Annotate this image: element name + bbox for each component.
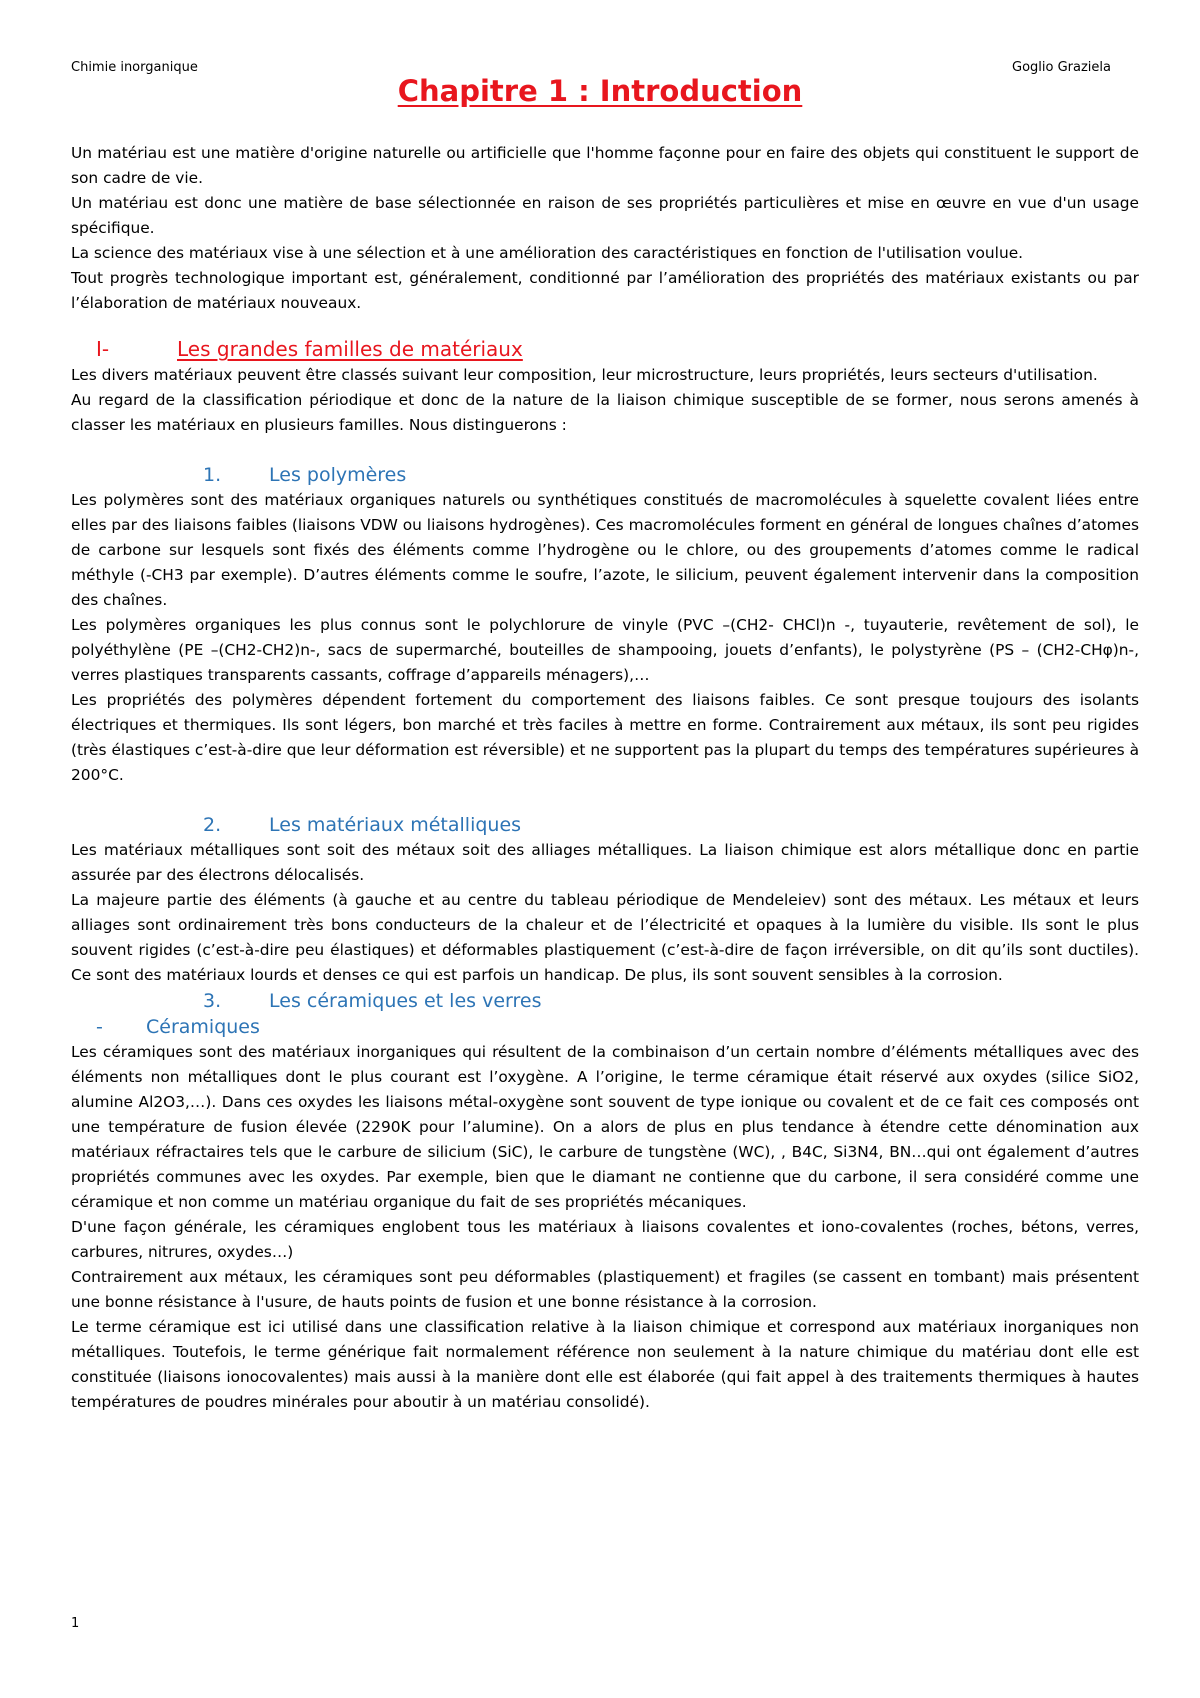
- section-title: Les grandes familles de matériaux: [177, 337, 523, 361]
- polymeres-paragraph-3: Les propriétés des polymères dépendent fortement du comportement des liaisons faibles. Ce sont presque toujours des isolants électriques et thermiques. Ils sont légers, bon marché et très faciles à mettre en forme. Contrairement aux métaux, ils sont peu rigides (très élastiques c’est-à-dire que leur déformation est réversible) et ne supportent pas la plupart du temps des températures supérieures à 200°C.: [71, 691, 1139, 784]
- sub-subsection-title: Céramiques: [146, 1016, 260, 1038]
- intro-paragraph-1: Un matériau est une matière d'origine naturelle ou artificielle que l'homme façonne pour en faire des objets qui constituent le support de son cadre de vie.: [71, 144, 1139, 187]
- intro-paragraph-4: Tout progrès technologique important est, généralement, conditionné par l’amélioration des propriétés des matériaux existants ou par l’élaboration de matériaux nouveaux.: [71, 269, 1139, 312]
- subsection-title: Les matériaux métalliques: [269, 814, 522, 836]
- metalliques-paragraph-1: Les matériaux métalliques sont soit des métaux soit des alliages métalliques. La liaison chimique est alors métallique donc en partie assurée par des électrons délocalisés.: [71, 841, 1139, 884]
- subsection-title: Les polymères: [269, 464, 407, 486]
- polymeres-paragraph-1: Les polymères sont des matériaux organiques naturels ou synthétiques constitués de macromolécules à squelette covalent liées entre elles par des liaisons faibles (liaisons VDW ou liaisons hydrogènes). Ces macromolécules forment en général de longues chaînes d’atomes de carbone sur lesquels sont fixés des éléments comme l’hydrogène ou le chlore, ou des groupements d’atomes comme le radical méthyle (-CH3 par exemple). D’autres éléments comme le soufre, l’azote, le silicium, peuvent également intervenir dans la composition des chaînes.: [71, 491, 1140, 609]
- intro-paragraph-3: La science des matériaux vise à une sélection et à une amélioration des caractéristiques en fonction de l'utilisation voulue.: [71, 244, 1024, 262]
- section1-paragraph-1: Les divers matériaux peuvent être classés suivant leur composition, leur microstructure, leurs propriétés, leurs secteurs d'utilisation.: [71, 366, 1098, 384]
- intro-paragraph-2: Un matériau est donc une matière de base sélectionnée en raison de ses propriétés particulières et mise en œuvre en vue d'un usage spécifique.: [71, 194, 1139, 237]
- subsection-heading-metalliques: [71, 812, 1139, 838]
- page-title: Chapitre 1 : Introduction: [397, 74, 803, 108]
- sub-subsection-heading-ceramiques: [71, 1014, 1139, 1040]
- subsection-number: 3.: [203, 990, 222, 1012]
- document-body: [71, 141, 1139, 1415]
- subsection-title: Les céramiques et les verres: [269, 990, 542, 1012]
- page-number: 1: [71, 1616, 80, 1631]
- header-course: Chimie inorganique: [71, 60, 198, 75]
- metalliques-paragraph-2: La majeure partie des éléments (à gauche et au centre du tableau périodique de Mendeleiev) sont des métaux. Les métaux et leurs alliages sont ordinairement très bons conducteurs de la chaleur et de l’électricité et opaques à la lumière du visible. Ils sont le plus souvent rigides (c’est-à-dire peu élastiques) et déformables plastiquement (c’est-à-dire de façon irréversible, on dit qu’ils sont ductiles). Ce sont des matériaux lourds et denses ce qui est parfois un handicap. De plus, ils sont souvent sensibles à la corrosion.: [71, 891, 1139, 984]
- ceramiques-paragraph-1: Les céramiques sont des matériaux inorganiques qui résultent de la combinaison d’un certain nombre d’éléments métalliques avec des éléments non métalliques dont le plus courant est l’oxygène. A l’origine, le terme céramique était réservé aux oxydes (silice SiO2, alumine Al2O3,…). Dans ces oxydes les liaisons métal-oxygène sont souvent de type ionique ou covalent et de ce fait ces composés ont une température de fusion élevée (2290K pour l’alumine). On a alors de plus en plus tendance à étendre cette dénomination aux matériaux réfractaires tels que le carbure de silicium (SiC), le carbure de tungstène (WC), , B4C, Si3N4, BN…qui ont également d’autres propriétés communes avec les oxydes. Par exemple, bien que le diamant ne contienne que du carbone, il sera considéré comme une céramique et non comme un matériau organique du fait de ses propriétés mécaniques.: [71, 1043, 1139, 1211]
- spacer: [71, 788, 1139, 812]
- ceramiques-paragraph-2: D'une façon générale, les céramiques englobent tous les matériaux à liaisons covalentes et iono-covalentes (roches, bétons, verres, carbures, nitrures, oxydes…): [71, 1218, 1139, 1261]
- subsection-number: 1.: [203, 464, 222, 486]
- subsection-heading-ceramiques-verres: [71, 988, 1139, 1014]
- header-author: Goglio Graziela: [1012, 60, 1111, 75]
- section-heading: [71, 335, 1139, 363]
- subsection-number: 2.: [203, 814, 222, 836]
- section-number: I-: [96, 337, 110, 361]
- bullet-dash: -: [96, 1016, 103, 1038]
- polymeres-paragraph-2: Les polymères organiques les plus connus sont le polychlorure de vinyle (PVC –(CH2- CHCl)n -, tuyauterie, revêtement de sol), le polyéthylène (PE –(CH2-CH2)n-, sacs de supermarché, bouteilles de shampooing, jouets d’enfants), le polystyrène (PS – (CH2-CHφ)n-, verres plastiques transparents cassants, coffrage d’appareils ménagers),…: [71, 616, 1139, 684]
- spacer: [71, 438, 1139, 462]
- ceramiques-paragraph-3: Contrairement aux métaux, les céramiques sont peu déformables (plastiquement) et fragiles (se cassent en tombant) mais présentent une bonne résistance à l'usure, de hauts points de fusion et une bonne résistance à la corrosion.: [71, 1268, 1139, 1311]
- ceramiques-paragraph-4: Le terme céramique est ici utilisé dans une classification relative à la liaison chimique et correspond aux matériaux inorganiques non métalliques. Toutefois, le terme générique fait normalement référence non seulement à la nature chimique du matériau dont elle est constituée (liaisons ionocovalentes) mais aussi à la manière dont elle est élaborée (qui fait appel à des traitements thermiques à hautes températures de poudres minérales pour aboutir à un matériau consolidé).: [71, 1318, 1139, 1411]
- section1-paragraph-2: Au regard de la classification périodique et donc de la nature de la liaison chimique susceptible de se former, nous serons amenés à classer les matériaux en plusieurs familles. Nous distinguerons :: [71, 391, 1139, 434]
- subsection-heading-polymeres: [71, 462, 1139, 488]
